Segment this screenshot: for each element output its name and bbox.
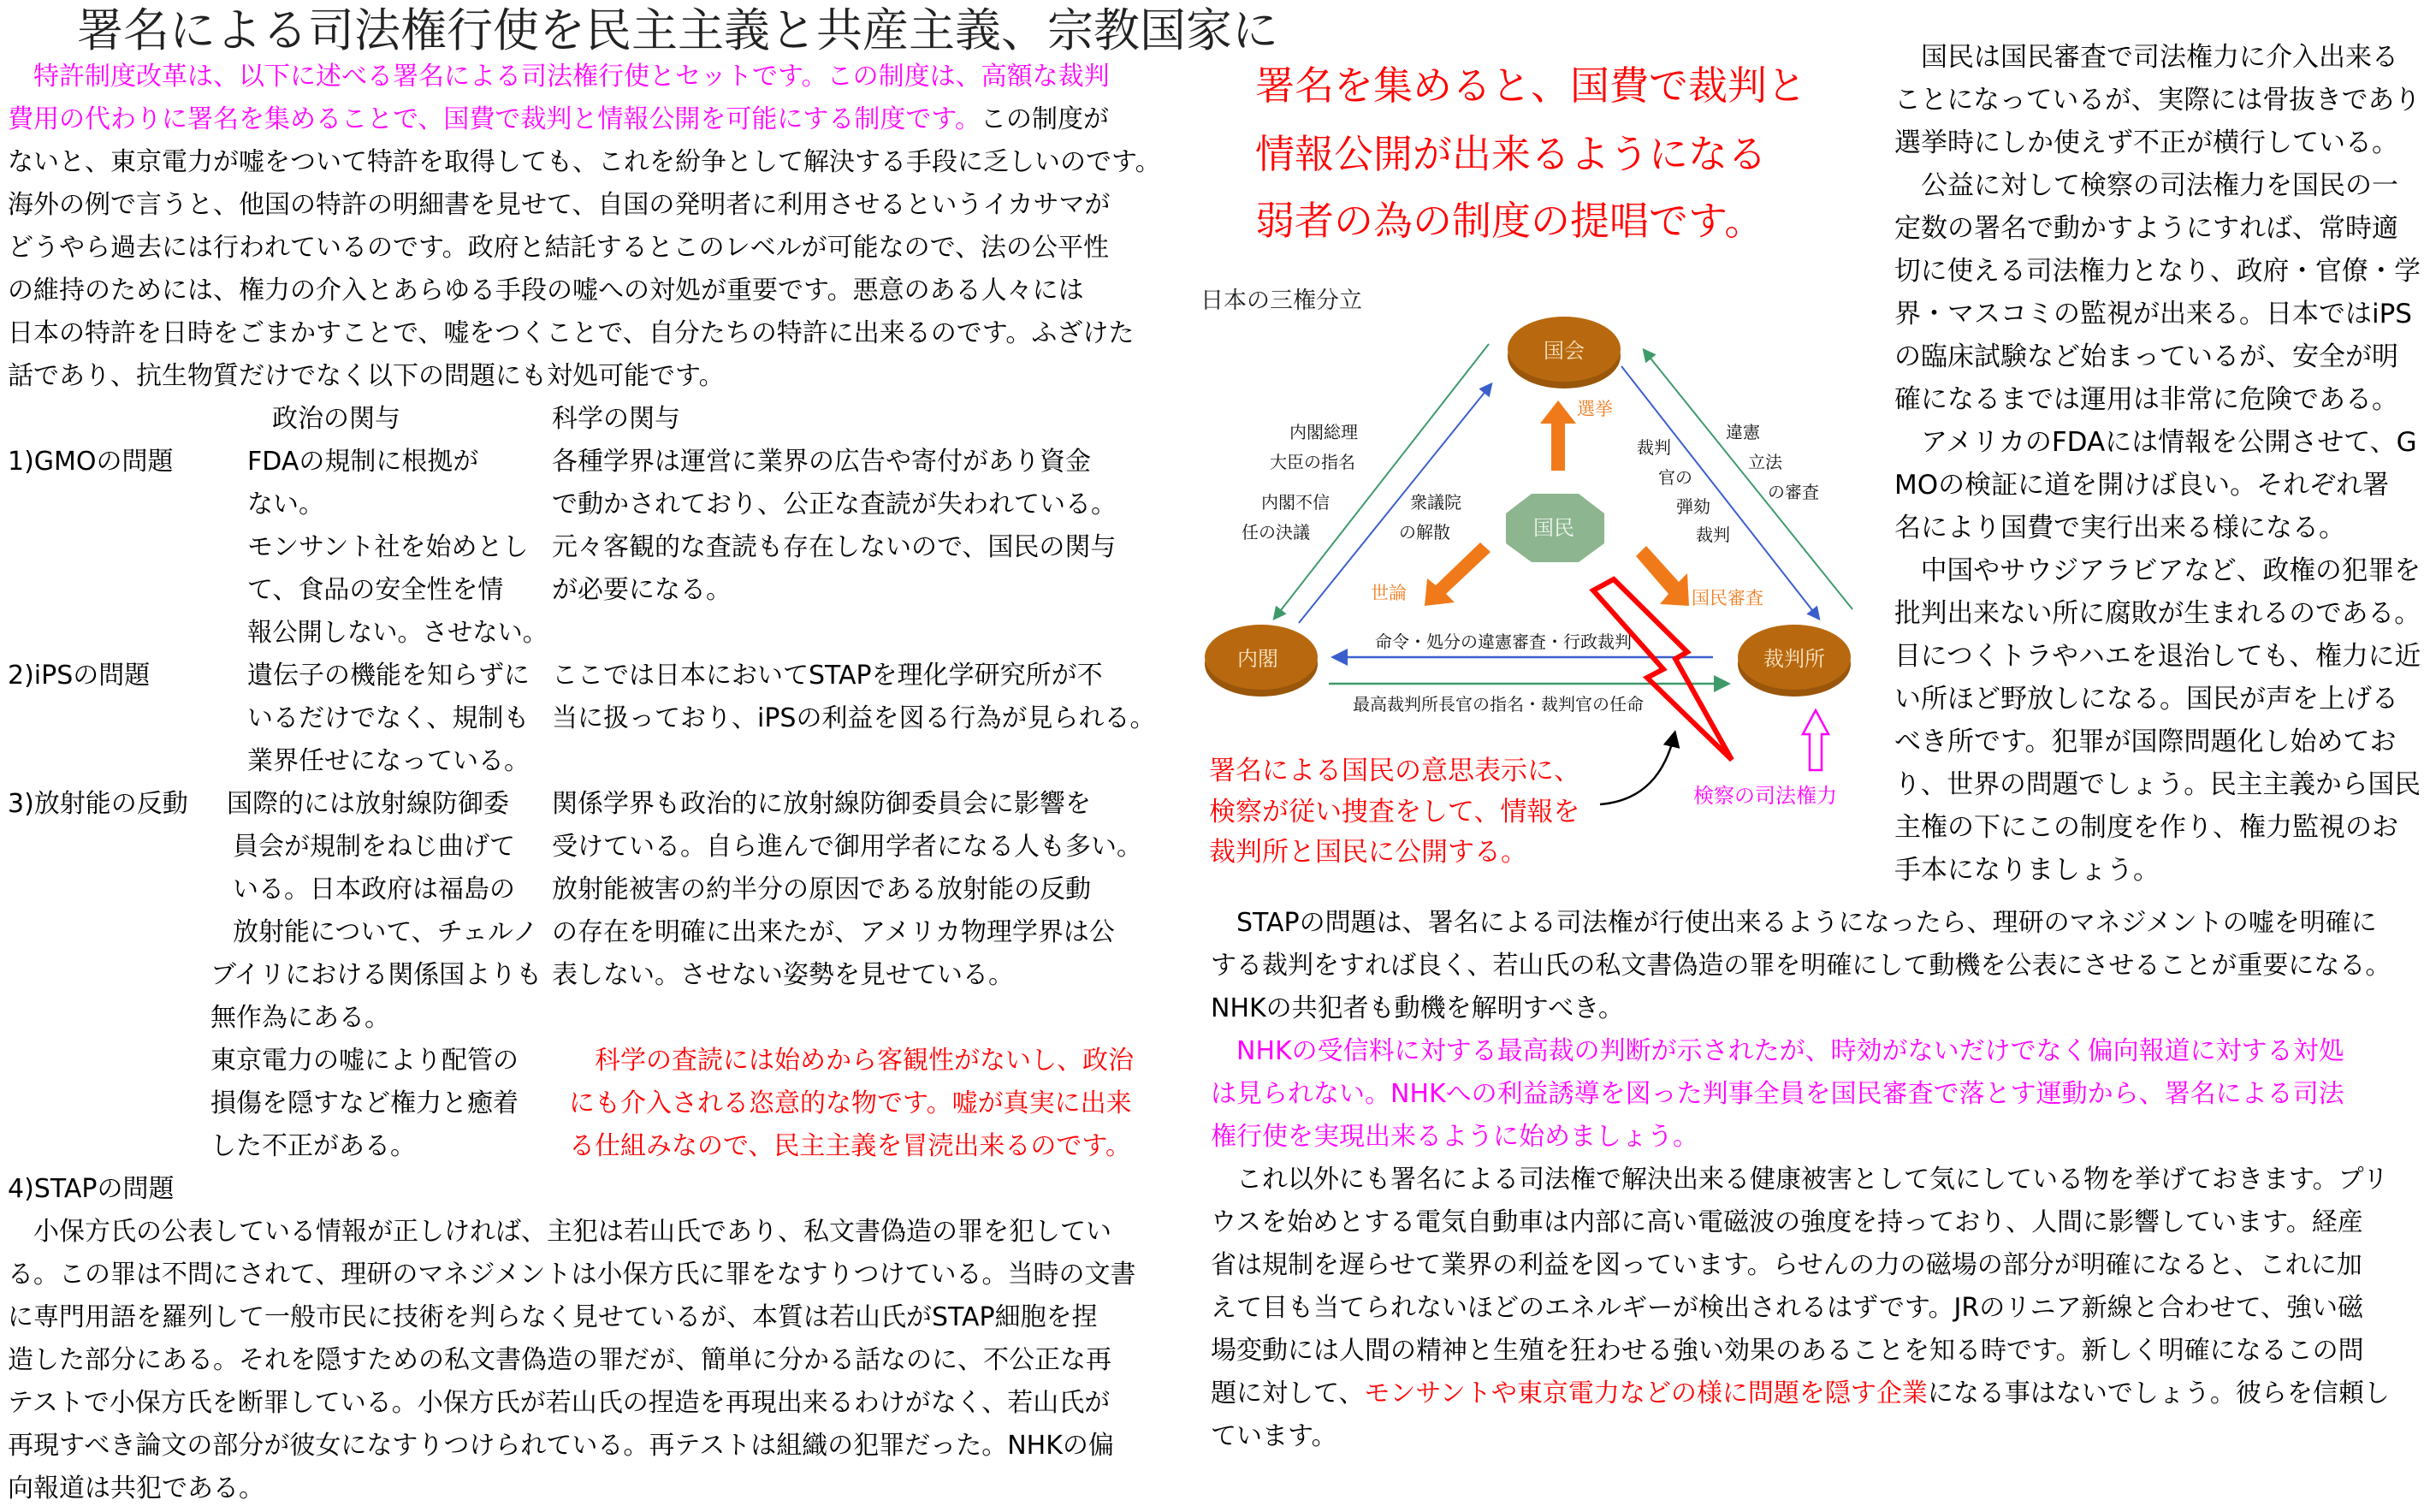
opinion-label: 世論: [1371, 583, 1407, 603]
text-segment: ないと、東京電力が嘘をついて特許を取得しても、これを紛争として解決する手段に乏しいのです。: [8, 147, 1161, 177]
text-segment: 題に対して、: [1211, 1379, 1365, 1408]
row-label: 1)GMOの問題: [8, 447, 174, 477]
right-column-line: 切に使える司法権力となり、政府・官僚・学: [1894, 256, 2421, 287]
red-note-line: る仕組みなので、民主主義を冒涜出来るのです。: [569, 1131, 1131, 1161]
bottom-right-line: [1211, 1201, 2363, 1244]
science-cell-line: の存在を明確に出来たが、アメリカ物理学界は公: [552, 917, 1115, 947]
headline-line-1: 署名を集めると、国費で裁判と: [1255, 62, 1806, 109]
review-label: 国民審査: [1692, 588, 1763, 608]
intro-line: [8, 270, 1084, 312]
right-column-line: 確になるまでは運用は非常に危険である。: [1894, 384, 2398, 415]
politics-cell-line: 東京電力の嘘により配管の: [210, 1046, 519, 1076]
curved-arrow-icon: [1600, 734, 1674, 804]
label-imp-2: 官の: [1658, 467, 1692, 488]
text-segment: 海外の例で言うと、他国の特許の明細書を見せて、自国の発明者に利用させるというイカサマが: [8, 190, 1111, 220]
bottom-right-line: [1211, 945, 2391, 987]
intro-line: [8, 227, 1109, 270]
politics-cell-line: ブイリにおける関係国よりも: [210, 960, 542, 990]
right-column-line: 主権の下にこの制度を作り、権力監視のお: [1894, 812, 2398, 843]
right-column-line: 公益に対して検察の司法権力を国民の一: [1894, 170, 2398, 201]
right-column-line: アメリカのFDAには情報を公開させて、G: [1894, 427, 2417, 458]
politics-cell-line: 損傷を隠すなど権力と癒着: [210, 1088, 519, 1118]
politics-cell-line: FDAの規制に根拠が: [247, 447, 479, 477]
stap-line: る。この罪は不問にされて、理研のマネジメントは小保方氏に罪をなすりつけている。当時の文書: [8, 1260, 1136, 1290]
label-appoint-judges: 最高裁判所長官の指名・裁判官の任命: [1353, 694, 1644, 714]
up-arrow-icon: [1803, 710, 1828, 770]
text-segment: 場変動には人間の精神と生殖を狂わせる強い効果のあることを知る時です。新しく明確になるこの問: [1211, 1336, 2364, 1366]
label-dis-2: の解散: [1399, 522, 1450, 543]
bottom-right-line: [1211, 1415, 1337, 1458]
row-label: 3)放射能の反動: [8, 789, 188, 819]
text-segment: は見られない。NHKへの利益誘導を図った判事全員を国民審査で落とす運動から、署名による司法: [1211, 1079, 2344, 1109]
right-column-line: ことになっているが、実際には骨抜きであり: [1894, 85, 2421, 116]
politics-cell-line: いる。日本政府は福島の: [233, 875, 515, 904]
bottom-right-line: [1211, 1073, 2344, 1116]
text-segment: 省は規制を遅らせて業界の利益を図っています。らせんの力の磁場の部分が明確になると、これに加: [1211, 1250, 2362, 1280]
science-cell-line: 当に扱っており、iPSの利益を図る行為が見られる。: [552, 703, 1156, 733]
label-nc-1: 内閣不信: [1261, 492, 1330, 513]
science-cell-line: ここでは日本においてSTAPを理化学研究所が不: [552, 661, 1103, 691]
right-column-line: い所ほど野放しになる。国民が声を上げる: [1894, 684, 2398, 714]
annotation-line-2: 検察が従い捜査をして、情報を: [1209, 797, 1580, 827]
review-arrow: [1636, 546, 1689, 606]
text-segment: この制度が: [981, 104, 1109, 134]
intro-line: [8, 312, 1134, 355]
science-cell-line: 表しない。させない姿勢を見せている。: [552, 960, 1014, 990]
label-pm-1: 内閣総理: [1289, 422, 1358, 442]
red-note-line: にも介入される恣意的な物です。嘘が真実に出来: [569, 1088, 1132, 1118]
politics-cell-line: て、食品の安全性を情: [247, 575, 504, 605]
politics-cell-line: した不正がある。: [210, 1131, 416, 1161]
text-segment: NHKの受信料に対する最高裁の判断が示されたが、時効がないだけでなく偏向報道に対する対処: [1211, 1036, 2344, 1066]
bottom-right-line: [1211, 1159, 2388, 1201]
label-admin-review: 命令・処分の違憲審査・行政裁判: [1375, 631, 1632, 652]
politics-cell-line: 員会が規制をねじ曲げて: [233, 832, 515, 862]
label-imp-4: 裁判: [1696, 525, 1730, 545]
right-column-line: 目につくトラやハエを退治しても、権力に近: [1894, 641, 2421, 672]
text-segment: これ以外にも署名による司法権で解決出来る健康被害として気にしている物を挙げておきます。プリ: [1211, 1165, 2389, 1195]
node-people-label: 国民: [1533, 516, 1574, 540]
text-segment: になる事はないでしょう。彼らを信頼し: [1927, 1379, 2390, 1408]
election-label: 選挙: [1577, 399, 1613, 419]
intro-line: [8, 184, 1111, 227]
column-header-politics: 政治の関与: [272, 404, 400, 434]
text-segment: どうやら過去には行われているのです。政府と結託するとこのレベルが可能なので、法の公平性: [8, 233, 1109, 263]
stap-line: に専門用語を羅列して一般市民に技術を判らなく見せているが、本質は若山氏がSTAP細胞を捏: [8, 1302, 1098, 1332]
stap-heading: 4)STAPの問題: [8, 1174, 175, 1204]
separation-of-powers-diagram: [1189, 274, 1891, 890]
red-note-line: 科学の査読には始めから客観性がないし、政治: [569, 1046, 1134, 1076]
bottom-right-line: [1211, 1373, 2390, 1415]
science-cell-line: 受けている。自ら進んで御用学者になる人も多い。: [552, 832, 1142, 862]
politics-cell-line: モンサント社を始めとし: [247, 532, 529, 562]
text-segment: 権行使を実現出来るように始めましょう。: [1211, 1122, 1698, 1152]
text-segment: 費用の代わりに署名を集めることで、国費で裁判と情報公開を可能にする制度です。: [8, 104, 981, 134]
right-column-line: 界・マスコミの監視が出来る。日本ではiPS: [1894, 299, 2412, 329]
label-imp-1: 裁判: [1637, 437, 1671, 458]
text-segment: モンサントや東京電力などの様に問題を隠す企業: [1364, 1379, 1928, 1408]
bottom-right-line: [1211, 1287, 2363, 1330]
politics-cell-line: 業界任せになっている。: [247, 746, 530, 776]
column-header-science: 科学の関与: [552, 404, 680, 434]
label-jr-2: 立法: [1748, 452, 1782, 472]
label-nc-2: 任の決議: [1242, 522, 1310, 543]
intro-line: [8, 141, 1161, 184]
bottom-right-line: [1211, 902, 2377, 945]
stap-line: 再現すべき論文の部分が彼女になすりつけられている。再テストは組織の犯罪だった。NHKの偏: [8, 1431, 1114, 1461]
politics-cell-line: 遺伝子の機能を知らずに: [247, 661, 530, 691]
intro-line: [8, 98, 1109, 141]
stap-line: 小保方氏の公表している情報が正しければ、主犯は若山氏であり、私文書偽造の罪を犯してい: [8, 1217, 1111, 1247]
politics-cell-line: 報公開しない。させない。: [247, 618, 548, 648]
text-segment: 話であり、抗生物質だけでなく以下の問題にも対処可能です。: [8, 361, 725, 391]
stap-line: 向報道は共犯である。: [8, 1473, 264, 1503]
right-column-line: MOの検証に道を開けば良い。それぞれ署: [1894, 470, 2390, 501]
right-column-line: 国民は国民審査で司法権力に介入出来る: [1894, 42, 2398, 73]
right-column-line: 手本になりましょう。: [1894, 855, 2160, 886]
headline-line-2: 情報公開が出来るようになる: [1255, 131, 1767, 177]
right-column-line: の臨床試験など始まっているが、安全が明: [1894, 341, 2398, 372]
politics-cell-line: 放射能について、チェルノ: [233, 917, 538, 947]
right-column-line: 批判出来ない所に腐敗が生まれるのである。: [1894, 598, 2421, 629]
right-column-line: 選挙時にしか使えず不正が横行している。: [1894, 127, 2398, 158]
politics-cell-line: 無作為にある。: [210, 1003, 390, 1033]
science-cell-line: で動かされており、公正な査読が失われている。: [552, 489, 1117, 519]
text-segment: 日本の特許を日時をごまかすことで、嘘をつくことで、自分たちの特許に出来るのです。ふざけた: [8, 318, 1135, 348]
bottom-right-line: [1211, 1116, 1698, 1159]
label-imp-3: 弾劾: [1676, 496, 1710, 517]
bottom-right-line: [1211, 1330, 2364, 1373]
headline-line-3: 弱者の為の制度の提唱です。: [1255, 198, 1764, 244]
text-segment: ウスを始めとする電気自動車は内部に高い電磁波の強度を持っており、人間に影響しています。経産: [1211, 1207, 2363, 1237]
opinion-arrow: [1425, 543, 1491, 606]
science-cell-line: 放射能被害の約半分の原因である放射能の反動: [552, 875, 1091, 904]
politics-cell-line: ない。: [247, 489, 324, 519]
right-column-line: べき所です。犯罪が国際問題化し始めてお: [1894, 726, 2397, 757]
bottom-right-line: [1211, 1244, 2362, 1287]
politics-cell-line: 国際的には放射線防御委: [227, 789, 509, 819]
science-cell-line: 関係学界も政治的に放射線防御委員会に影響を: [552, 789, 1091, 819]
text-segment: ています。: [1211, 1421, 1337, 1451]
diagram-title: 日本の三権分立: [1200, 288, 1362, 314]
label-jr-1: 違憲: [1726, 422, 1760, 442]
text-segment: する裁判をすれば良く、若山氏の私文書偽造の罪を明確にして動機を公表にさせることが重要になる。: [1211, 951, 2391, 981]
text-segment: 特許制度改革は、以下に述べる署名による司法権行使とセットです。この制度は、高額な裁判: [8, 62, 1110, 92]
label-dis-1: 衆議院: [1410, 492, 1461, 513]
politics-cell-line: いるだけでなく、規制も: [247, 703, 530, 733]
text-segment: NHKの共犯者も動機を解明すべき。: [1211, 993, 1624, 1023]
stap-line: 造した部分にある。それを隠すための私文書偽造の罪だが、簡単に分かる話なのに、不公正な再: [8, 1345, 1111, 1375]
row-label: 2)iPSの問題: [8, 661, 151, 691]
label-pm-2: 大臣の指名: [1270, 452, 1355, 472]
science-cell-line: 元々客観的な査読も存在しないので、国民の関与: [552, 532, 1117, 562]
bottom-right-line: [1211, 987, 1624, 1030]
right-column-line: 名により国費で実行出来る様になる。: [1894, 513, 2345, 543]
science-cell-line: 各種学界は運営に業界の広告や寄付があり資金: [552, 447, 1091, 477]
right-column-line: り、世界の問題でしょう。民主主義から国民: [1894, 769, 2421, 800]
text-segment: えて目も当てられないほどのエネルギーが検出されるはずです。JRのリニア新線と合わせて、強い磁: [1211, 1293, 2363, 1323]
bottom-right-line: [1211, 1030, 2344, 1073]
right-column-line: 定数の署名で動かすようにすれば、常時適: [1894, 213, 2398, 244]
page-title: 署名による司法権行使を民主主義と共産主義、宗教国家に: [77, 3, 1278, 57]
prosecution-power-label: 検察の司法権力: [1693, 784, 1837, 808]
intro-line: [8, 56, 1110, 98]
annotation-line-1: 署名による国民の意思表示に、: [1209, 756, 1580, 786]
stap-line: テストで小保方氏を断罪している。小保方氏が若山氏の捏造を再現出来るわけがなく、若山氏が: [8, 1388, 1111, 1418]
text-segment: の維持のためには、権力の介入とあらゆる手段の嘘への対処が重要です。悪意のある人々には: [8, 276, 1084, 305]
election-arrow: [1540, 400, 1576, 471]
right-column-line: 中国やサウジアラビアなど、政権の犯罪を: [1894, 555, 2421, 586]
node-diet-label: 国会: [1544, 339, 1585, 363]
text-segment: STAPの問題は、署名による司法権が行使出来るようになったら、理研のマネジメントの嘘を明確に: [1211, 908, 2377, 938]
node-cabinet-label: 内閣: [1237, 647, 1278, 671]
node-court-label: 裁判所: [1763, 647, 1825, 671]
annotation-line-3: 裁判所と国民に公開する。: [1209, 837, 1527, 868]
science-cell-line: が必要になる。: [552, 575, 732, 605]
intro-line: [8, 355, 725, 398]
label-jr-3: の審査: [1768, 482, 1819, 502]
